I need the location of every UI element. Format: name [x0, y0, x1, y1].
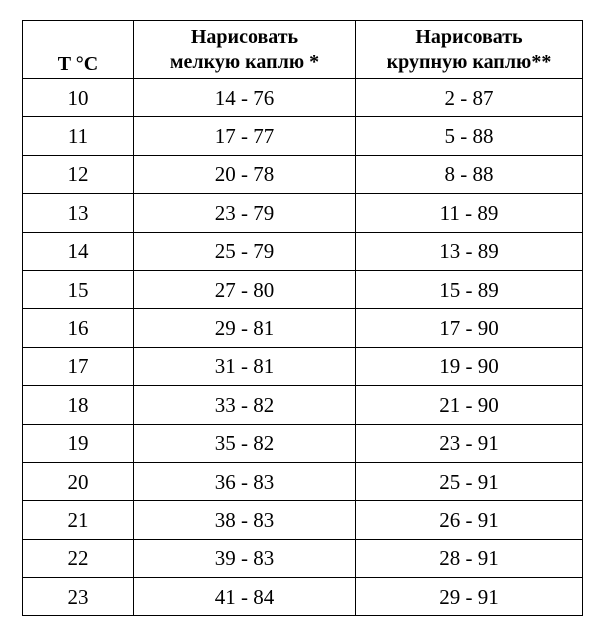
- cell-large-drop-range: 19 - 90: [356, 347, 583, 385]
- cell-large-drop-range: 23 - 91: [356, 424, 583, 462]
- cell-temperature: 14: [23, 232, 134, 270]
- table-row: [23, 194, 583, 232]
- cell-temperature: 19: [23, 424, 134, 462]
- table-row: [23, 539, 583, 577]
- cell-small-drop-range: 17 - 77: [134, 117, 356, 155]
- cell-large-drop-range: 21 - 90: [356, 386, 583, 424]
- cell-small-drop-range: 41 - 84: [134, 578, 356, 616]
- cell-small-drop-range: 36 - 83: [134, 462, 356, 500]
- droplet-temperature-table: [22, 20, 583, 616]
- cell-large-drop-range: 2 - 87: [356, 79, 583, 117]
- cell-temperature: 18: [23, 386, 134, 424]
- table-row: [23, 386, 583, 424]
- cell-small-drop-range: 20 - 78: [134, 155, 356, 193]
- cell-small-drop-range: 23 - 79: [134, 194, 356, 232]
- cell-small-drop-range: 14 - 76: [134, 79, 356, 117]
- cell-temperature: 11: [23, 117, 134, 155]
- cell-temperature: 10: [23, 79, 134, 117]
- cell-temperature: 20: [23, 462, 134, 500]
- cell-small-drop-range: 38 - 83: [134, 501, 356, 539]
- header-small-drop-line-1: Нарисовать: [190, 25, 299, 48]
- cell-small-drop-range: 29 - 81: [134, 309, 356, 347]
- cell-small-drop-range: 33 - 82: [134, 386, 356, 424]
- table-header: [23, 21, 583, 79]
- cell-small-drop-range: 25 - 79: [134, 232, 356, 270]
- cell-large-drop-range: 5 - 88: [356, 117, 583, 155]
- header-large-drop: [356, 21, 583, 79]
- cell-small-drop-range: 27 - 80: [134, 270, 356, 308]
- cell-temperature: 21: [23, 501, 134, 539]
- header-temperature-label: T °C: [57, 53, 99, 75]
- cell-temperature: 23: [23, 578, 134, 616]
- cell-large-drop-range: 13 - 89: [356, 232, 583, 270]
- cell-small-drop-range: 35 - 82: [134, 424, 356, 462]
- table-row: [23, 270, 583, 308]
- header-temperature: [23, 21, 134, 79]
- table-row: [23, 578, 583, 616]
- cell-large-drop-range: 8 - 88: [356, 155, 583, 193]
- cell-temperature: 17: [23, 347, 134, 385]
- cell-large-drop-range: 26 - 91: [356, 501, 583, 539]
- header-large-drop-line-2: крупную каплю**: [386, 50, 552, 73]
- table-row: [23, 155, 583, 193]
- header-row: [23, 21, 583, 79]
- table-row: [23, 79, 583, 117]
- cell-large-drop-range: 15 - 89: [356, 270, 583, 308]
- cell-small-drop-range: 31 - 81: [134, 347, 356, 385]
- cell-small-drop-range: 39 - 83: [134, 539, 356, 577]
- table-row: [23, 424, 583, 462]
- header-small-drop: [134, 21, 356, 79]
- table-row: [23, 347, 583, 385]
- table-row: [23, 232, 583, 270]
- table-container: [22, 20, 583, 616]
- cell-large-drop-range: 25 - 91: [356, 462, 583, 500]
- table-row: [23, 309, 583, 347]
- cell-large-drop-range: 11 - 89: [356, 194, 583, 232]
- table-row: [23, 117, 583, 155]
- cell-temperature: 12: [23, 155, 134, 193]
- cell-large-drop-range: 29 - 91: [356, 578, 583, 616]
- cell-large-drop-range: 17 - 90: [356, 309, 583, 347]
- table-row: [23, 501, 583, 539]
- cell-large-drop-range: 28 - 91: [356, 539, 583, 577]
- header-small-drop-line-2: мелкую каплю *: [169, 50, 320, 73]
- cell-temperature: 22: [23, 539, 134, 577]
- header-large-drop-line-1: Нарисовать: [415, 25, 523, 48]
- cell-temperature: 16: [23, 309, 134, 347]
- cell-temperature: 13: [23, 194, 134, 232]
- table-row: [23, 462, 583, 500]
- cell-temperature: 15: [23, 270, 134, 308]
- table-body: [23, 79, 583, 616]
